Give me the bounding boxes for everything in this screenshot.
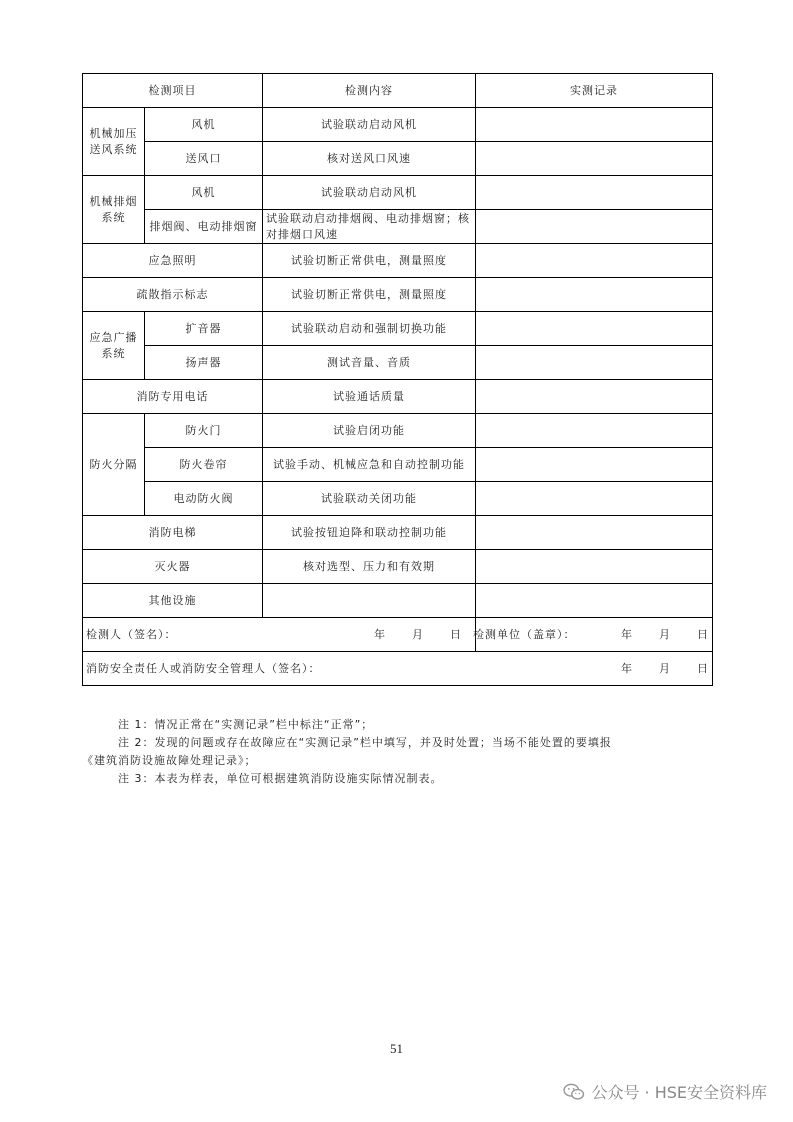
record-cell[interactable]	[476, 448, 713, 482]
record-cell[interactable]	[476, 142, 713, 176]
single-item-cell: 灭火器	[83, 550, 263, 584]
content-cell: 试验联动启动和强制切换功能	[263, 312, 476, 346]
category-cell: 机械加压送风系统	[83, 108, 145, 176]
header-content: 检测内容	[263, 74, 476, 108]
table-row	[83, 244, 713, 278]
watermark	[563, 1080, 767, 1103]
month-label: 月	[659, 661, 671, 675]
single-item-cell: 应急照明	[83, 244, 263, 278]
month-label: 月	[412, 627, 424, 641]
table-row	[83, 278, 713, 312]
record-cell[interactable]	[476, 278, 713, 312]
table-row	[83, 210, 713, 244]
record-cell[interactable]	[476, 482, 713, 516]
record-cell[interactable]	[476, 346, 713, 380]
day-label: 日	[697, 661, 709, 675]
record-cell[interactable]	[476, 176, 713, 210]
single-item-cell: 消防专用电话	[83, 380, 263, 414]
unit-date	[621, 627, 709, 643]
content-cell: 试验联动启动风机	[263, 108, 476, 142]
page-number: 51	[390, 1041, 403, 1056]
item-cell: 电动防火阀	[145, 482, 263, 516]
year-label: 年	[621, 661, 633, 675]
item-cell: 防火卷帘	[145, 448, 263, 482]
note-2-line-2: 《建筑消防设施故障处理记录》；	[82, 754, 257, 767]
inspection-table	[82, 73, 713, 686]
item-cell: 风机	[145, 176, 263, 210]
content-cell: 试验切断正常供电，测量照度	[263, 244, 476, 278]
content-cell: 核对送风口风速	[263, 142, 476, 176]
record-cell[interactable]	[476, 550, 713, 584]
content-cell: 试验联动启动风机	[263, 176, 476, 210]
content-cell: 试验联动启动排烟阀、电动排烟窗；核对排烟口风速	[263, 210, 476, 244]
table-row	[83, 142, 713, 176]
inspector-signature-cell[interactable]	[83, 618, 476, 652]
table-row	[83, 176, 713, 210]
wechat-icon	[563, 1083, 585, 1101]
category-cell: 机械排烟系统	[83, 176, 145, 244]
table-row	[83, 516, 713, 550]
manager-date	[621, 661, 709, 677]
note-3: 注 3：本表为样表，单位可根据建筑消防设施实际情况制表。	[118, 772, 443, 785]
manager-signature-cell[interactable]	[83, 652, 713, 686]
item-cell: 送风口	[145, 142, 263, 176]
record-cell[interactable]	[476, 516, 713, 550]
category-cell: 应急广播系统	[83, 312, 145, 380]
table-row	[83, 380, 713, 414]
year-label: 年	[374, 627, 386, 641]
day-label: 日	[697, 627, 709, 641]
table-header-row	[83, 74, 713, 108]
day-label: 日	[450, 627, 462, 641]
signature-row-inspector	[83, 618, 713, 652]
header-record: 实测记录	[476, 74, 713, 108]
table-row	[83, 448, 713, 482]
content-cell: 核对选型、压力和有效期	[263, 550, 476, 584]
content-cell: 测试音量、音质	[263, 346, 476, 380]
category-cell: 防火分隔	[83, 414, 145, 516]
manager-label: 消防安全责任人或消防安全管理人（签名）：	[86, 661, 321, 675]
unit-signature-cell[interactable]	[473, 618, 713, 652]
single-item-cell: 疏散指示标志	[83, 278, 263, 312]
content-cell: 试验按钮迫降和联动控制功能	[263, 516, 476, 550]
table-row	[83, 108, 713, 142]
record-cell[interactable]	[476, 414, 713, 448]
content-cell: 试验切断正常供电，测量照度	[263, 278, 476, 312]
record-cell[interactable]	[476, 584, 713, 618]
record-cell[interactable]	[476, 312, 713, 346]
item-cell: 扩音器	[145, 312, 263, 346]
content-cell[interactable]	[263, 584, 476, 618]
item-cell: 风机	[145, 108, 263, 142]
record-cell[interactable]	[476, 244, 713, 278]
note-1: 注 1：情况正常在“实测记录”栏中标注“正常”；	[118, 718, 374, 731]
note-2-line-1: 注 2：发现的问题或存在故障应在“实测记录”栏中填写，并及时处置；当场不能处置的要填报	[118, 736, 612, 749]
single-item-cell: 其他设施	[83, 584, 263, 618]
record-cell[interactable]	[476, 380, 713, 414]
inspector-label: 检测人（签名）：	[86, 627, 177, 641]
item-cell: 排烟阀、电动排烟窗	[145, 210, 263, 244]
record-cell[interactable]	[476, 108, 713, 142]
inspector-date	[374, 627, 462, 643]
content-cell: 试验手动、机械应急和自动控制功能	[263, 448, 476, 482]
table-row	[83, 414, 713, 448]
table-row	[83, 584, 713, 618]
content-cell: 试验联动关闭功能	[263, 482, 476, 516]
signature-row-manager	[83, 652, 713, 686]
month-label: 月	[659, 627, 671, 641]
notes-section	[82, 716, 678, 788]
content-cell: 试验通话质量	[263, 380, 476, 414]
table-row	[83, 312, 713, 346]
table-row	[83, 346, 713, 380]
year-label: 年	[621, 627, 633, 641]
single-item-cell: 消防电梯	[83, 516, 263, 550]
watermark-text: 公众号 · HSE安全资料库	[591, 1083, 767, 1102]
item-cell: 防火门	[145, 414, 263, 448]
item-cell: 扬声器	[145, 346, 263, 380]
unit-label: 检测单位（盖章）：	[473, 627, 576, 641]
table-row	[83, 550, 713, 584]
table-row	[83, 482, 713, 516]
record-cell[interactable]	[476, 210, 713, 244]
header-item: 检测项目	[83, 74, 263, 108]
content-cell: 试验启闭功能	[263, 414, 476, 448]
